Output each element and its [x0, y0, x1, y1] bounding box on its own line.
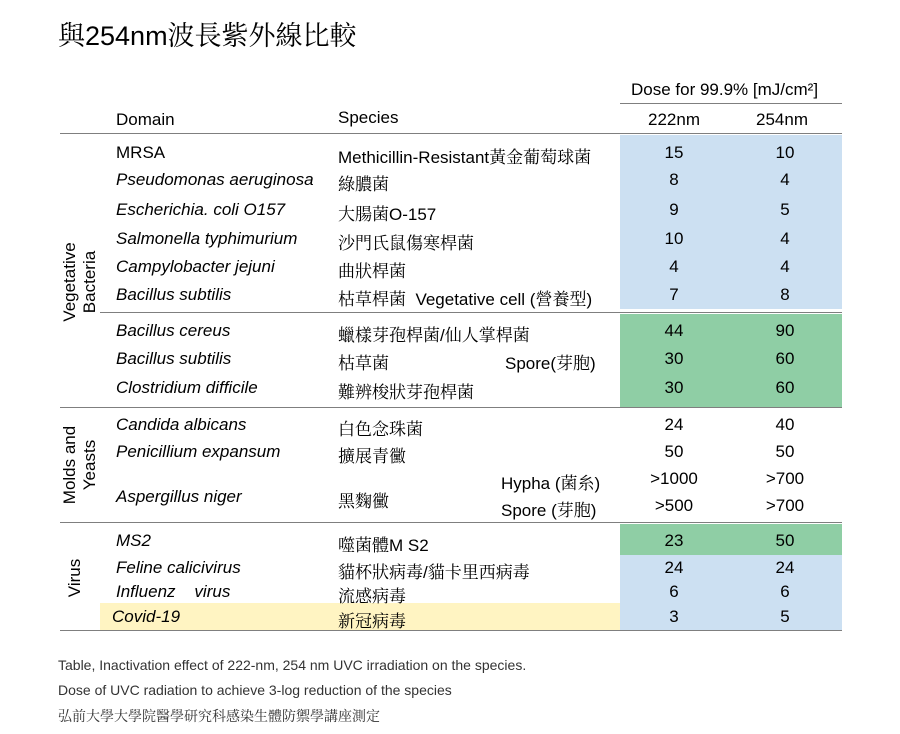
bacteria-spore-rule: [100, 312, 842, 313]
value-254: 4: [780, 257, 790, 276]
table-bottom-rule: [60, 630, 842, 631]
row-domain: Candida albicans: [116, 415, 247, 434]
row-domain: Penicillium expansum: [116, 442, 281, 461]
row-species: 綠膿菌: [338, 175, 389, 194]
value-222: 23: [664, 531, 684, 550]
row-species: 曲狀桿菌: [338, 262, 406, 281]
value-254: 50: [775, 442, 795, 461]
group-label-virus: [65, 548, 85, 608]
value-254: 4: [780, 229, 790, 248]
value-222: 3: [669, 607, 679, 626]
domain-header: Domain: [116, 110, 175, 129]
row-domain: Bacillus cereus: [116, 321, 231, 340]
value-254: 10: [775, 143, 795, 162]
value-254: 40: [775, 415, 795, 434]
value-222: 7: [669, 285, 679, 304]
row-species: 流感病毒: [338, 587, 406, 606]
row-species: 蠟樣芽孢桿菌/仙人掌桿菌: [338, 326, 530, 345]
value-222: 44: [664, 321, 684, 340]
col-254-header: 254nm: [756, 110, 808, 129]
value-254: 60: [775, 349, 795, 368]
row-domain: Pseudomonas aeruginosa: [116, 170, 314, 189]
row-species: 擴展青黴: [338, 447, 406, 466]
value-254: 60: [775, 378, 795, 397]
row-domain: Escherichia. coli O157: [116, 200, 286, 219]
value-222: >500: [654, 496, 694, 515]
bacteria-molds-rule: [60, 407, 842, 408]
row-domain: Feline calicivirus: [116, 558, 241, 577]
row-domain: Clostridium difficile: [116, 378, 258, 397]
row-species: 噬菌體M S2: [338, 536, 429, 555]
value-254: 8: [780, 285, 790, 304]
row-species: 枯草菌: [338, 354, 389, 373]
group-label-line2: Yeasts: [80, 439, 99, 491]
group-label-line1: Vegetative: [60, 242, 79, 322]
value-222: 9: [669, 200, 679, 219]
row-species: Methicillin-Resistant黃金葡萄球菌: [338, 148, 592, 167]
group-label-vegetative-bacteria: [60, 222, 100, 342]
value-222: 24: [664, 558, 684, 577]
group-label-line2: Bacteria: [80, 250, 99, 314]
row-species: 枯草桿菌 Vegetative cell (營養型): [338, 290, 593, 309]
row-domain: MS2: [116, 531, 151, 550]
value-254: 5: [780, 200, 790, 219]
value-254: 5: [780, 607, 790, 626]
value-222: 15: [664, 143, 684, 162]
row-domain: Bacillus subtilis: [116, 349, 232, 368]
value-222: 6: [669, 582, 679, 601]
value-254: 4: [780, 170, 790, 189]
row-species: 大腸菌O-157: [338, 205, 437, 224]
row-species: 黑麴黴: [338, 492, 389, 511]
header-rule: [60, 133, 842, 134]
value-254: >700: [765, 469, 805, 488]
row-species: 貓杯狀病毒/貓卡里西病毒: [338, 563, 530, 582]
value-222: 50: [664, 442, 684, 461]
value-222: 10: [664, 229, 684, 248]
group-label-molds-yeasts: [60, 405, 100, 525]
dose-header: Dose for 99.9% [mJ/cm²]: [631, 80, 819, 99]
group-label-line1: Molds and: [60, 425, 79, 505]
value-222: 24: [664, 415, 684, 434]
row-domain: Salmonella typhimurium: [116, 229, 298, 248]
footer-line: Table, Inactivation effect of 222-nm, 254 nm UVC irradiation on the species.: [58, 657, 527, 673]
row-domain: Aspergillus niger: [116, 487, 242, 506]
value-254: 6: [780, 582, 790, 601]
value-254: 24: [775, 558, 795, 577]
value-254: 90: [775, 321, 795, 340]
row-sub-label: Hypha (菌糸): [501, 474, 601, 493]
row-species: 新冠病毒: [338, 612, 406, 631]
value-254: 50: [775, 531, 795, 550]
page-title: 與254nm波長紫外線比較: [58, 21, 357, 51]
row-domain: Campylobacter jejuni: [116, 257, 275, 276]
species-header: Species: [338, 108, 399, 127]
value-222: 4: [669, 257, 679, 276]
row-domain: Influenz virus: [116, 582, 231, 601]
footer-line: Dose of UVC radiation to achieve 3-log reduction of the species: [58, 682, 452, 698]
row-domain: Bacillus subtilis: [116, 285, 232, 304]
row-species: 白色念珠菌: [338, 420, 423, 439]
value-222: 30: [664, 349, 684, 368]
value-254: >700: [765, 496, 805, 515]
row-species-extra: Spore(芽胞): [505, 354, 596, 373]
molds-virus-rule: [60, 522, 842, 523]
group-label-line1: Virus: [65, 558, 84, 598]
value-222: >1000: [650, 469, 698, 488]
row-species: 沙門氏鼠傷寒桿菌: [338, 234, 474, 253]
footer-line: 弘前大學大學院醫學研究科感染生體防禦學講座測定: [58, 708, 380, 724]
dose-header-underline: [620, 103, 842, 104]
row-species: 難辨梭狀芽孢桿菌: [338, 383, 474, 402]
value-222: 30: [664, 378, 684, 397]
row-sub-label: Spore (芽胞): [501, 501, 597, 520]
col-222-header: 222nm: [648, 110, 700, 129]
value-222: 8: [669, 170, 679, 189]
row-domain: Covid-19: [112, 607, 181, 626]
row-domain: MRSA: [116, 143, 166, 162]
